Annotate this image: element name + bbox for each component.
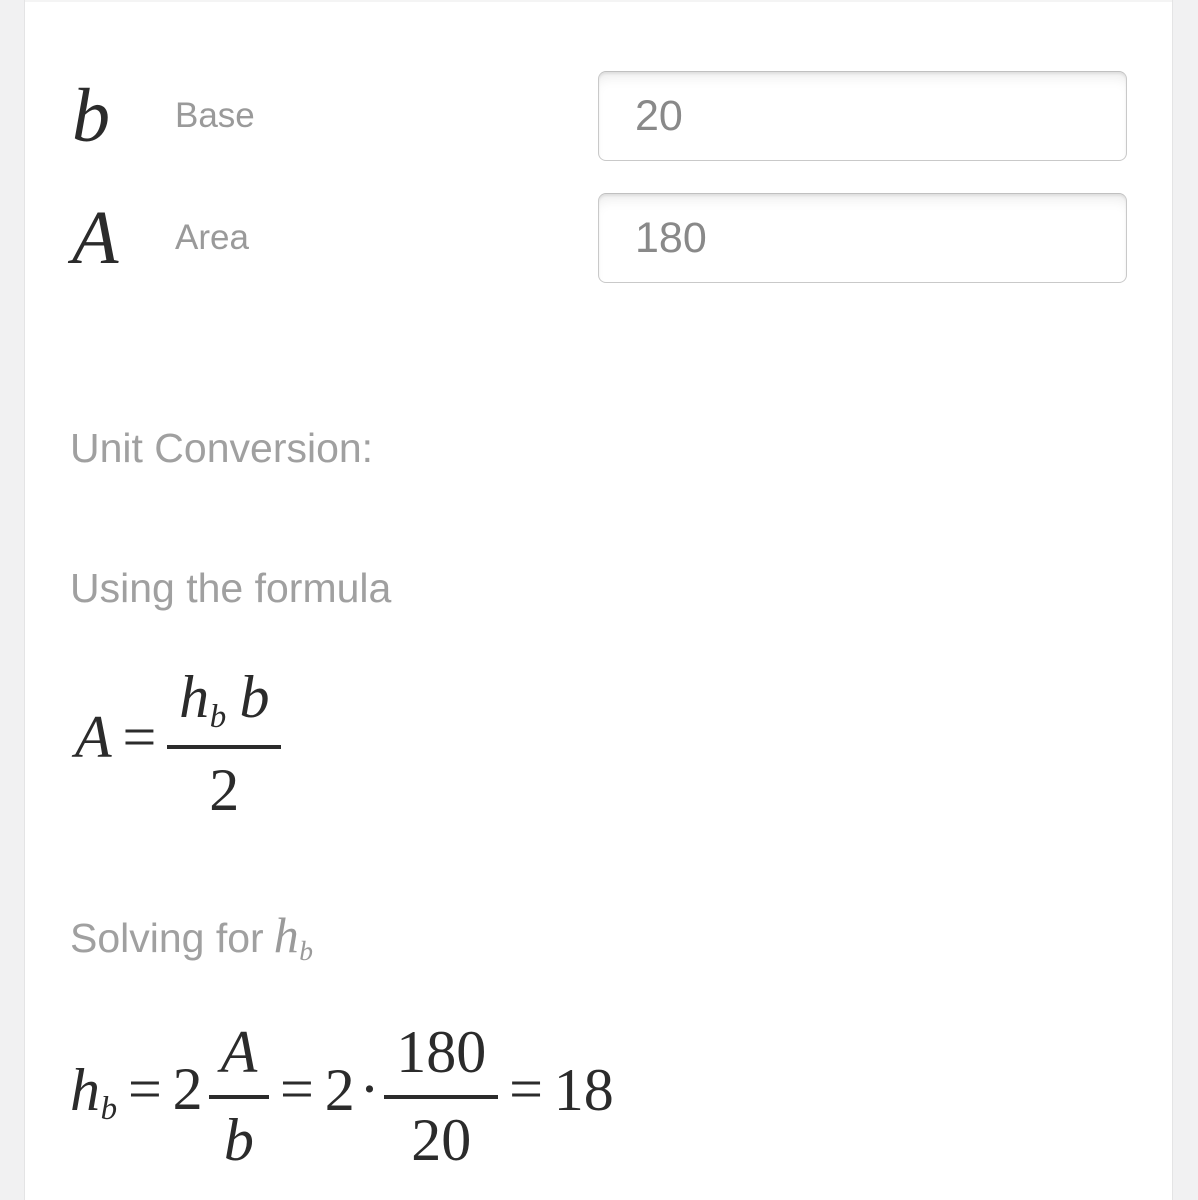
solution-equals-1: = bbox=[127, 1056, 162, 1123]
formula-lhs: A bbox=[75, 704, 112, 771]
left-gutter bbox=[0, 0, 25, 1200]
solution-frac1-denominator: b bbox=[223, 1106, 254, 1173]
solution-frac2-numerator: 180 bbox=[384, 1019, 498, 1099]
multiplication-dot: · bbox=[359, 1056, 380, 1123]
area-input[interactable] bbox=[598, 193, 1127, 283]
solving-for-label: Solving for bbox=[70, 914, 264, 961]
formula-fraction bbox=[167, 664, 281, 823]
base-input[interactable] bbox=[598, 71, 1127, 161]
unit-conversion-heading: Unit Conversion: bbox=[70, 425, 374, 471]
solution-frac1-numerator: A bbox=[209, 1019, 270, 1099]
solution-fraction-numeric bbox=[384, 1019, 498, 1173]
formula-numerator bbox=[167, 664, 281, 749]
solution-fraction-symbolic bbox=[209, 1019, 270, 1173]
using-formula-text: Using the formula bbox=[70, 565, 392, 612]
solution-result: 18 bbox=[553, 1056, 614, 1123]
height-var: h bbox=[179, 664, 210, 731]
solution-coefficient-2: 2 bbox=[324, 1056, 355, 1123]
solving-variable bbox=[273, 906, 314, 966]
variable-row-base bbox=[70, 71, 1127, 161]
solution-lhs: h bbox=[70, 1056, 100, 1123]
solving-variable-h: h bbox=[273, 906, 299, 963]
base-var: b bbox=[239, 664, 270, 731]
solving-variable-subscript: b bbox=[299, 934, 314, 966]
solving-for-text bbox=[70, 905, 1127, 967]
area-symbol: A bbox=[72, 196, 119, 280]
solution-frac2-denominator: 20 bbox=[411, 1106, 472, 1173]
variable-row-area bbox=[70, 193, 1127, 283]
solution-equals-3: = bbox=[509, 1056, 543, 1123]
solution-equals-2: = bbox=[280, 1056, 314, 1123]
height-var-subscript: b bbox=[209, 698, 227, 735]
calculator-content bbox=[25, 0, 1172, 1200]
solution-lhs-subscript: b bbox=[100, 1090, 118, 1127]
base-label: Base bbox=[175, 96, 255, 135]
right-gutter bbox=[1172, 0, 1198, 1200]
base-symbol: b bbox=[72, 74, 110, 158]
area-label: Area bbox=[175, 218, 249, 257]
area-formula bbox=[70, 664, 1127, 823]
formula-denominator: 2 bbox=[209, 756, 240, 823]
formula-equals: = bbox=[122, 704, 157, 771]
solution-coefficient-1: 2 bbox=[172, 1056, 203, 1123]
height-solution-formula bbox=[70, 1019, 1127, 1173]
